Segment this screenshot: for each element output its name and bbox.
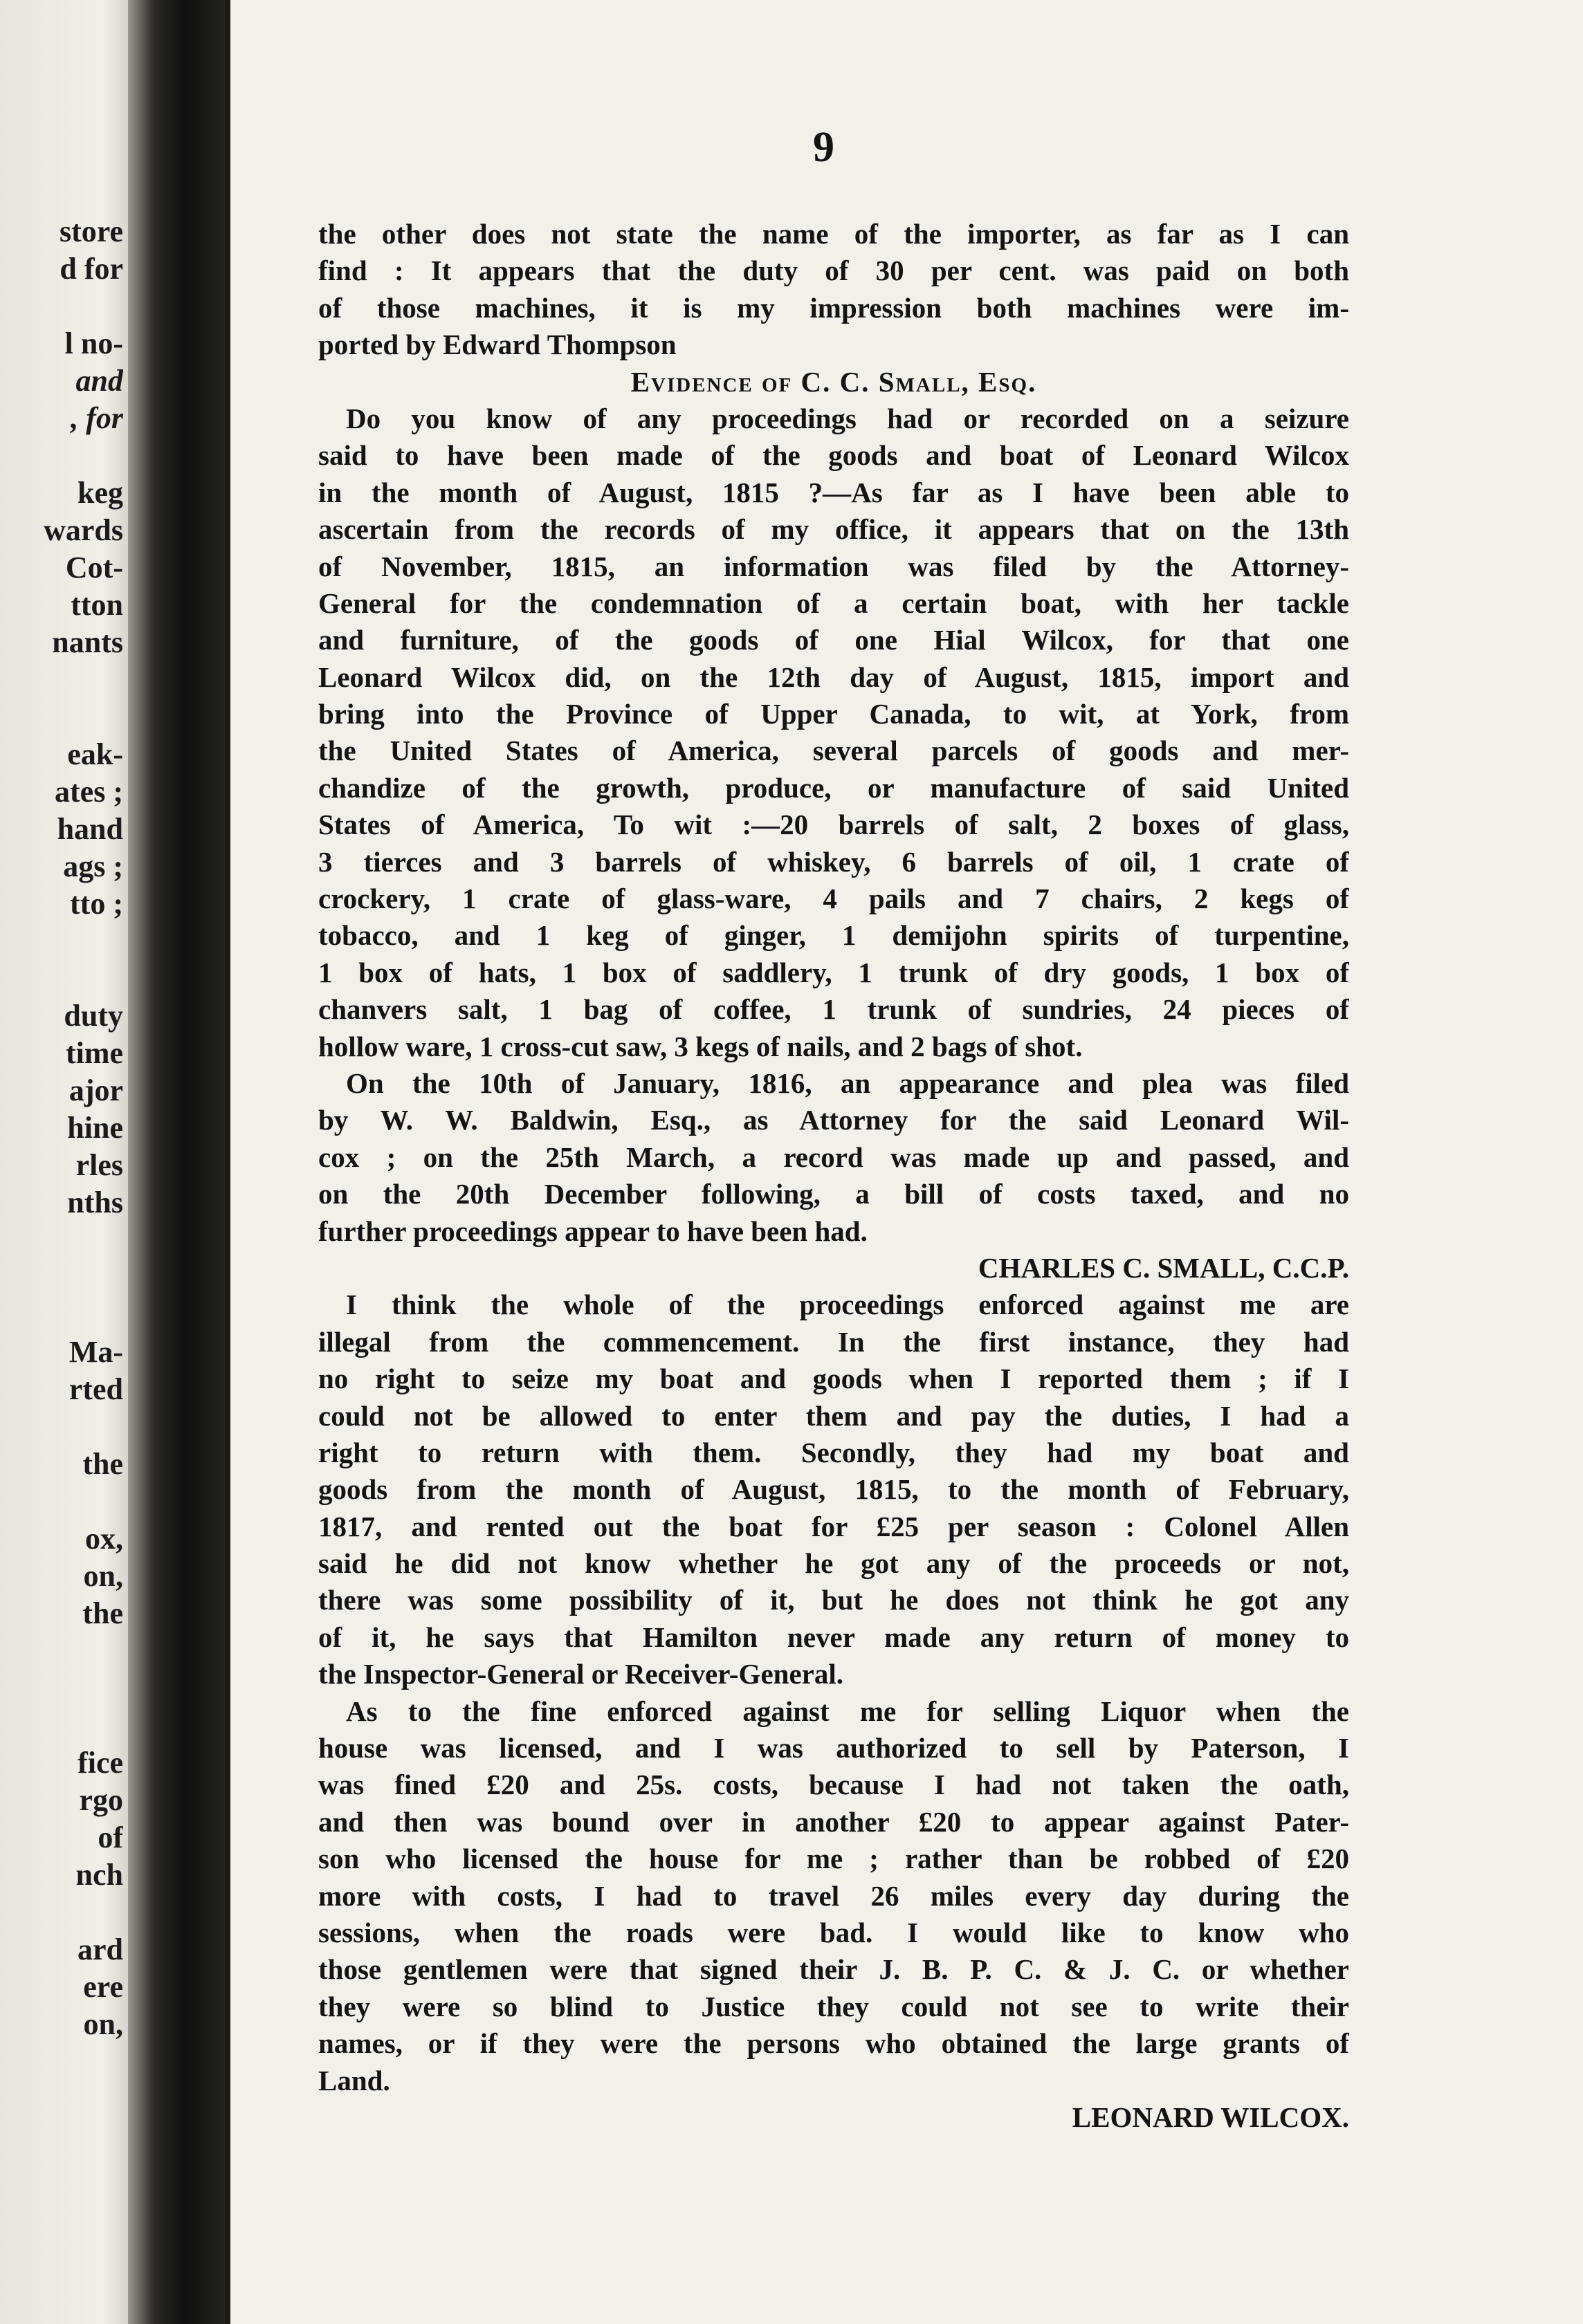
text-line: crockery, 1 crate of glass-ware, 4 pails and 7 chairs, 2 kegs of [318, 883, 1349, 915]
text-line: LEONARD WILCOX. [1072, 2101, 1349, 2133]
text-line: in the month of August, 1815 ?—As far as I have been able to [318, 476, 1349, 508]
text-line: the other does not state the name of the importer, as far as I can [318, 218, 1349, 250]
text-line: further proceedings appear to have been had. [318, 1215, 868, 1247]
text-line: find : It appears that the duty of 30 per cent. was paid on both [318, 255, 1349, 287]
fragment-gap [0, 1894, 123, 1931]
left-page-fragment: l no- [64, 326, 123, 360]
text-line: of those machines, it is my impression both machines were im- [318, 291, 1349, 324]
text-line: Leonard Wilcox did, on the 12th day of August, 1815, import and [318, 661, 1349, 693]
text-line: of November, 1815, an information was filed by the Attorney- [318, 550, 1349, 582]
text-line: ported by Edward Thompson [318, 329, 677, 361]
text-line: the Inspector-General or Receiver-General. [318, 1658, 843, 1690]
text-line: those gentlemen were that signed their J. B. P. C. & J. C. or whether [318, 1953, 1349, 1986]
left-page-fragment: nch [75, 1858, 123, 1892]
text-line: on the 20th December following, a bill of costs taxed, and no [318, 1178, 1349, 1210]
text-line: of it, he says that Hamilton never made any return of money to [318, 1621, 1349, 1653]
fragment-gap [0, 1483, 123, 1520]
text-line: bring into the Province of Upper Canada, to wit, at York, from [318, 698, 1349, 730]
left-page-fragment: duty [64, 999, 123, 1033]
text-line: more with costs, I had to travel 26 miles every day during the [318, 1879, 1349, 1912]
left-page-fragment: ajor [68, 1073, 123, 1107]
text-line: CHARLES C. SMALL, C.C.P. [978, 1251, 1349, 1284]
left-page-fragment: ard [77, 1933, 123, 1966]
text-line: said to have been made of the goods and boat of Leonard Wilcox [318, 439, 1349, 472]
text-line: Land. [318, 2064, 390, 2096]
text-line: I think the whole of the proceedings enforced against me are [346, 1289, 1349, 1321]
text-line: said he did not know whether he got any of the proceeds or not, [318, 1547, 1349, 1580]
fragment-gap [0, 1632, 123, 1670]
fragment-gap [0, 1707, 123, 1744]
left-page-fragment: wards [44, 513, 123, 547]
left-page-fragment: eak- [67, 737, 123, 771]
left-page-fragment: ags ; [63, 849, 123, 883]
text-line: son who licensed the house for me ; rather than be robbed of £20 [318, 1843, 1349, 1875]
text-line: right to return with them. Secondly, they had my boat and [318, 1436, 1349, 1468]
left-page-fragment: , for [71, 401, 123, 435]
left-page-edge [0, 0, 128, 2324]
left-page-fragment: rles [75, 1148, 123, 1182]
text-line: ascertain from the records of my office, it appears that on the 13th [318, 513, 1349, 546]
left-page-fragment: hine [67, 1111, 123, 1145]
text-line: names, or if they were the persons who obtained the large grants of [318, 2027, 1349, 2060]
left-page-fragment: of [98, 1820, 123, 1854]
left-page-fragment: nths [67, 1186, 123, 1219]
text-line: by W. W. Baldwin, Esq., as Attorney for the said Leonard Wil- [318, 1104, 1349, 1136]
fragment-gap [0, 437, 123, 474]
left-page-fragment: ere [83, 1970, 123, 2004]
left-page-fragment: tto ; [70, 887, 123, 921]
left-page-fragment: Cot- [65, 551, 123, 584]
text-line: there was some possibility of it, but he does not think he got any [318, 1584, 1349, 1616]
text-line: States of America, To wit :—20 barrels of salt, 2 boxes of glass, [318, 809, 1349, 841]
text-line: 1 box of hats, 1 box of saddlery, 1 trunk of dry goods, 1 box of [318, 956, 1349, 988]
fragment-gap [0, 1221, 123, 1259]
left-page-fragment: the [82, 1596, 123, 1630]
fragment-gap [0, 960, 123, 997]
text-line: 1817, and rented out the boat for £25 per season : Colonel Allen [318, 1510, 1349, 1542]
left-page-fragment: Ma- [68, 1335, 123, 1369]
left-page-fragment: on, [83, 2007, 123, 2041]
fragment-gap [0, 699, 123, 736]
text-line: house was licensed, and I was authorized to sell by Paterson, I [318, 1732, 1349, 1764]
body-text [318, 216, 1349, 2136]
left-page-fragment: fice [77, 1746, 123, 1780]
text-line: the United States of America, several parcels of goods and mer- [318, 735, 1349, 767]
left-page-fragment: tton [71, 588, 123, 622]
left-page-fragment: keg [77, 476, 123, 510]
left-page-fragment: ox, [85, 1522, 123, 1556]
fragment-gap [0, 1408, 123, 1446]
left-page-fragment: the [82, 1447, 123, 1481]
left-page-fragment: on, [83, 1559, 123, 1593]
fragment-gap [0, 1296, 123, 1334]
fragment-gap [0, 923, 123, 960]
text-line: As to the fine enforced against me for selling Liquor when the [346, 1695, 1349, 1727]
text-line: On the 10th of January, 1816, an appearance and plea was filed [346, 1067, 1349, 1099]
left-page-text-fragments [0, 213, 123, 2043]
text-line: was fined £20 and 25s. costs, because I had not taken the oath, [318, 1769, 1349, 1801]
fragment-gap [0, 288, 123, 325]
fragment-gap [0, 661, 123, 699]
fragment-gap [0, 1259, 123, 1296]
page-number: 9 [813, 124, 834, 171]
left-page-fragment: ates ; [55, 775, 123, 809]
text-line: chandize of the growth, produce, or manufacture of said United [318, 771, 1349, 804]
left-page-fragment: rgo [79, 1783, 123, 1817]
text-line: sessions, when the roads were bad. I would like to know who [318, 1916, 1349, 1948]
left-page-fragment: time [65, 1036, 123, 1070]
text-line: no right to seize my boat and goods when I reported them ; if I [318, 1363, 1349, 1395]
book-gutter [128, 0, 232, 2324]
text-line: Do you know of any proceedings had or recorded on a seizure [346, 402, 1349, 434]
text-line: and then was bound over in another £20 to appear against Pater- [318, 1805, 1349, 1838]
text-line: 3 tierces and 3 barrels of whiskey, 6 barrels of oil, 1 crate of [318, 845, 1349, 878]
text-line: Evidence of C. C. Small, Esq. [630, 365, 1037, 398]
left-page-fragment: hand [57, 812, 123, 846]
left-page-fragment: d for [60, 252, 123, 286]
text-line: they were so blind to Justice they could not see to write their [318, 1990, 1349, 2022]
text-line: illegal from the commencement. In the first instance, they had [318, 1325, 1349, 1358]
text-line: cox ; on the 25th March, a record was made up and passed, and [318, 1141, 1349, 1173]
text-line: tobacco, and 1 keg of ginger, 1 demijohn spirits of turpentine, [318, 919, 1349, 952]
left-page-fragment: and [75, 364, 123, 398]
fragment-gap [0, 1670, 123, 1707]
text-line: chanvers salt, 1 bag of coffee, 1 trunk of sundries, 24 pieces of [318, 993, 1349, 1026]
left-page-fragment: rted [68, 1372, 123, 1406]
text-line: General for the condemnation of a certain boat, with her tackle [318, 587, 1349, 619]
text-line: hollow ware, 1 cross-cut saw, 3 kegs of nails, and 2 bags of shot. [318, 1030, 1083, 1062]
left-page-fragment: store [59, 214, 123, 248]
left-page-fragment: nants [52, 625, 123, 659]
text-line: and furniture, of the goods of one Hial Wilcox, for that one [318, 624, 1349, 656]
text-line: could not be allowed to enter them and pay the duties, I had a [318, 1399, 1349, 1432]
text-line: goods from the month of August, 1815, to the month of February, [318, 1473, 1349, 1506]
